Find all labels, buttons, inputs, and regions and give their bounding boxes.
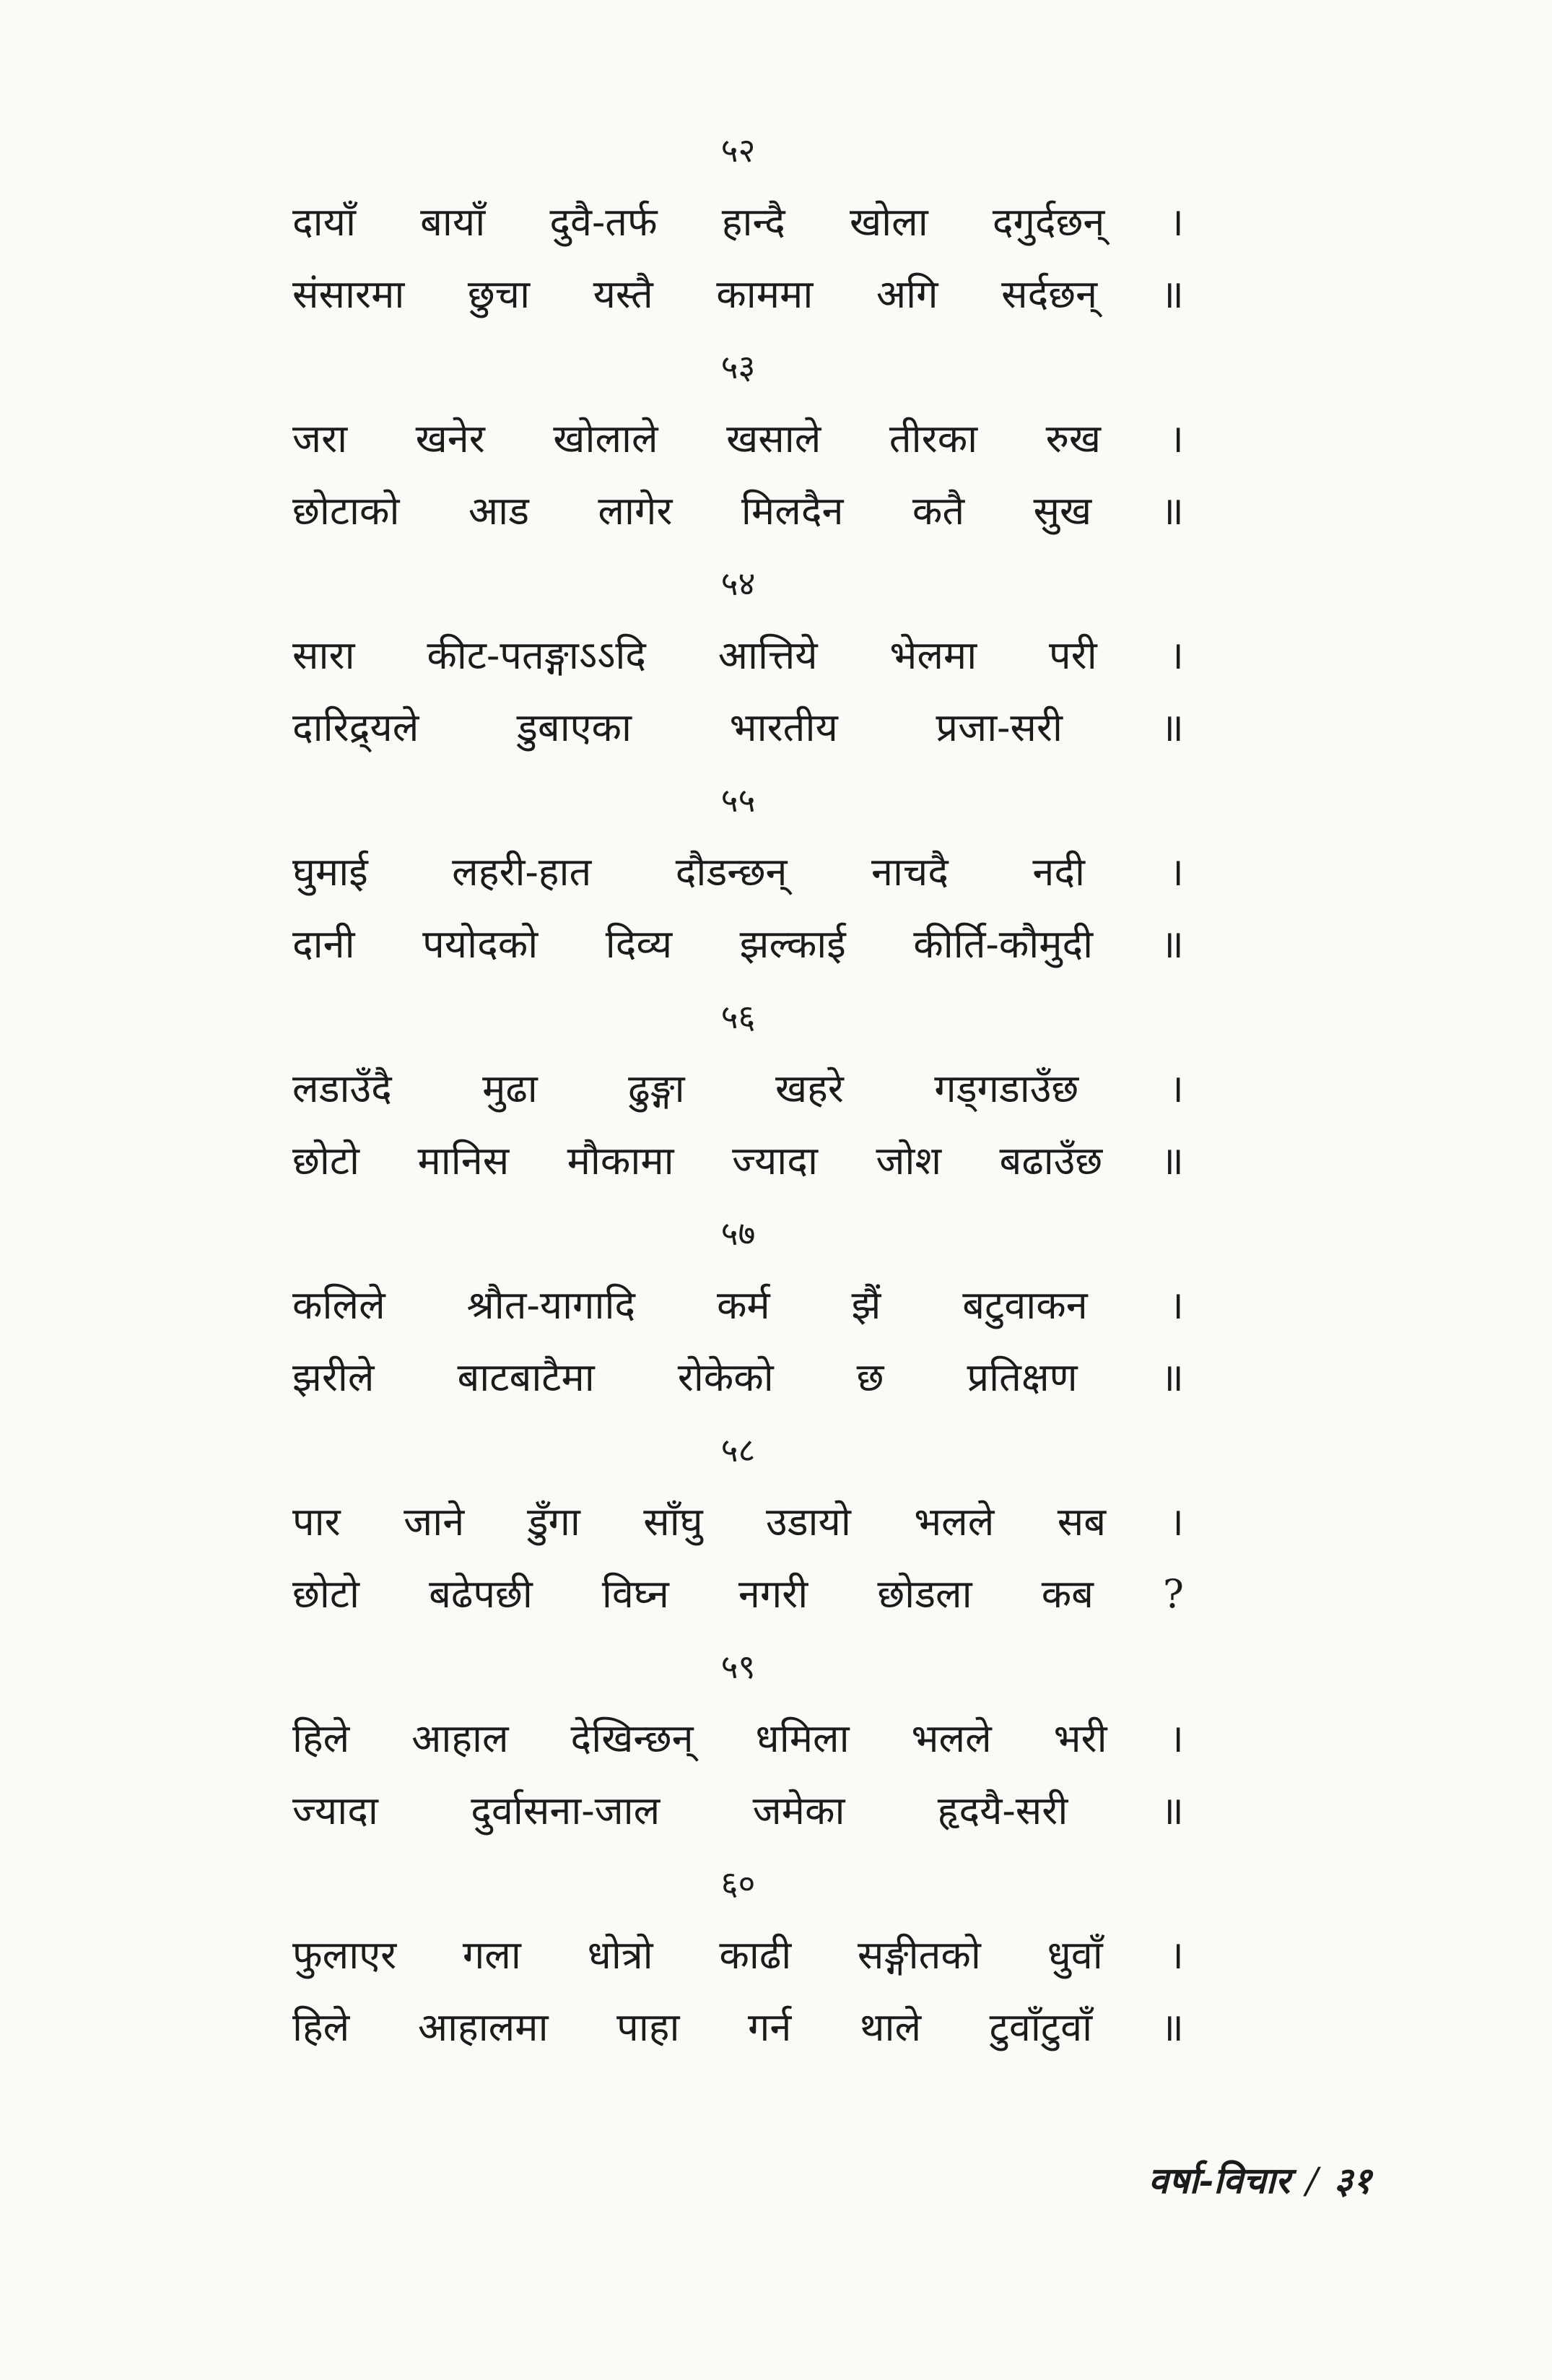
verse-line: झरीले बाटबाटैमा रोकेको छ प्रतिक्षण ॥ xyxy=(292,1355,1184,1400)
verse-line: छोटाको आड लागेर मिलदैन कतै सुख ॥ xyxy=(292,488,1184,534)
verse-number: ५२ xyxy=(720,131,756,170)
verse-number: ५८ xyxy=(720,1430,756,1469)
verse-line: पार जाने डुँगा साँघु उडायो भलले सब । xyxy=(292,1499,1184,1545)
verse-block xyxy=(292,331,1184,547)
verse-line: सारा कीट-पतङ्गाऽऽदि आत्तिये भेलमा परी । xyxy=(292,633,1184,678)
verse-line: ज्यादा दुर्वासना-जाल जमेका हृदयै-सरी ॥ xyxy=(292,1788,1184,1833)
verse-line: दायाँ बायाँ दुवै-तर्फ हान्दै खोला दगुर्दछन् । xyxy=(292,199,1184,245)
verse-line: लडाउँदै मुढा ढुङ्गा खहरे गड्‌गडाउँछ । xyxy=(292,1066,1184,1111)
verse-block xyxy=(292,981,1184,1197)
verse-number: ५३ xyxy=(720,347,756,386)
verse-line: संसारमा छुचा यस्तै काममा अगि सर्दछन् ॥ xyxy=(292,272,1184,317)
verse-number: ५६ xyxy=(720,997,756,1036)
verse-block xyxy=(292,1630,1184,1847)
verse-line: दानी पयोदको दिव्य झल्काई कीर्ति-कौमुदी ॥ xyxy=(292,921,1184,967)
verse-line: कलिले श्रौत-यागादि कर्म झैं बटुवाकन । xyxy=(292,1282,1184,1328)
verse-line: घुमाई लहरी-हात दौडन्छन् नाचदै नदी । xyxy=(292,849,1184,895)
book-title: वर्षा-विचार xyxy=(1148,2159,1291,2202)
verse-block xyxy=(292,1414,1184,1630)
verse-line: हिले आहाल देखिन्छन् धमिला भलले भरी । xyxy=(292,1716,1184,1761)
verse-number: ६० xyxy=(720,1864,756,1903)
verse-number: ५५ xyxy=(720,781,756,820)
page-footer xyxy=(1148,2155,1372,2206)
verse-block xyxy=(292,114,1184,331)
verse-line: दारिद्र्यले डुबाएका भारतीय प्रजा-सरी ॥ xyxy=(292,705,1184,750)
verse-block xyxy=(292,764,1184,981)
verse-block xyxy=(292,1197,1184,1414)
verse-block xyxy=(292,547,1184,764)
verse-line: फुलाएर गला धोत्रो काढी सङ्गीतको धुवाँ । xyxy=(292,1932,1184,1978)
verse-line: जरा खनेर खोलाले खसाले तीरका रुख । xyxy=(292,416,1184,461)
page-number: ३१ xyxy=(1334,2159,1372,2202)
verse-block xyxy=(292,1847,1184,2064)
verse-line: हिले आहालमा पाहा गर्न थाले टुवाँटुवाँ ॥ xyxy=(292,2005,1184,2050)
verse-number: ५७ xyxy=(720,1214,756,1253)
verse-number: ५९ xyxy=(720,1647,756,1686)
footer-separator: / xyxy=(1306,2160,1318,2202)
verse-line: छोटो मानिस मौकामा ज्यादा जोश बढाउँछ ॥ xyxy=(292,1138,1184,1184)
verse-line: छोटो बढेपछी विघ्न नगरी छोडला कब ? xyxy=(292,1571,1184,1617)
verse-number: ५४ xyxy=(720,564,756,603)
verse-list xyxy=(292,114,1184,2064)
